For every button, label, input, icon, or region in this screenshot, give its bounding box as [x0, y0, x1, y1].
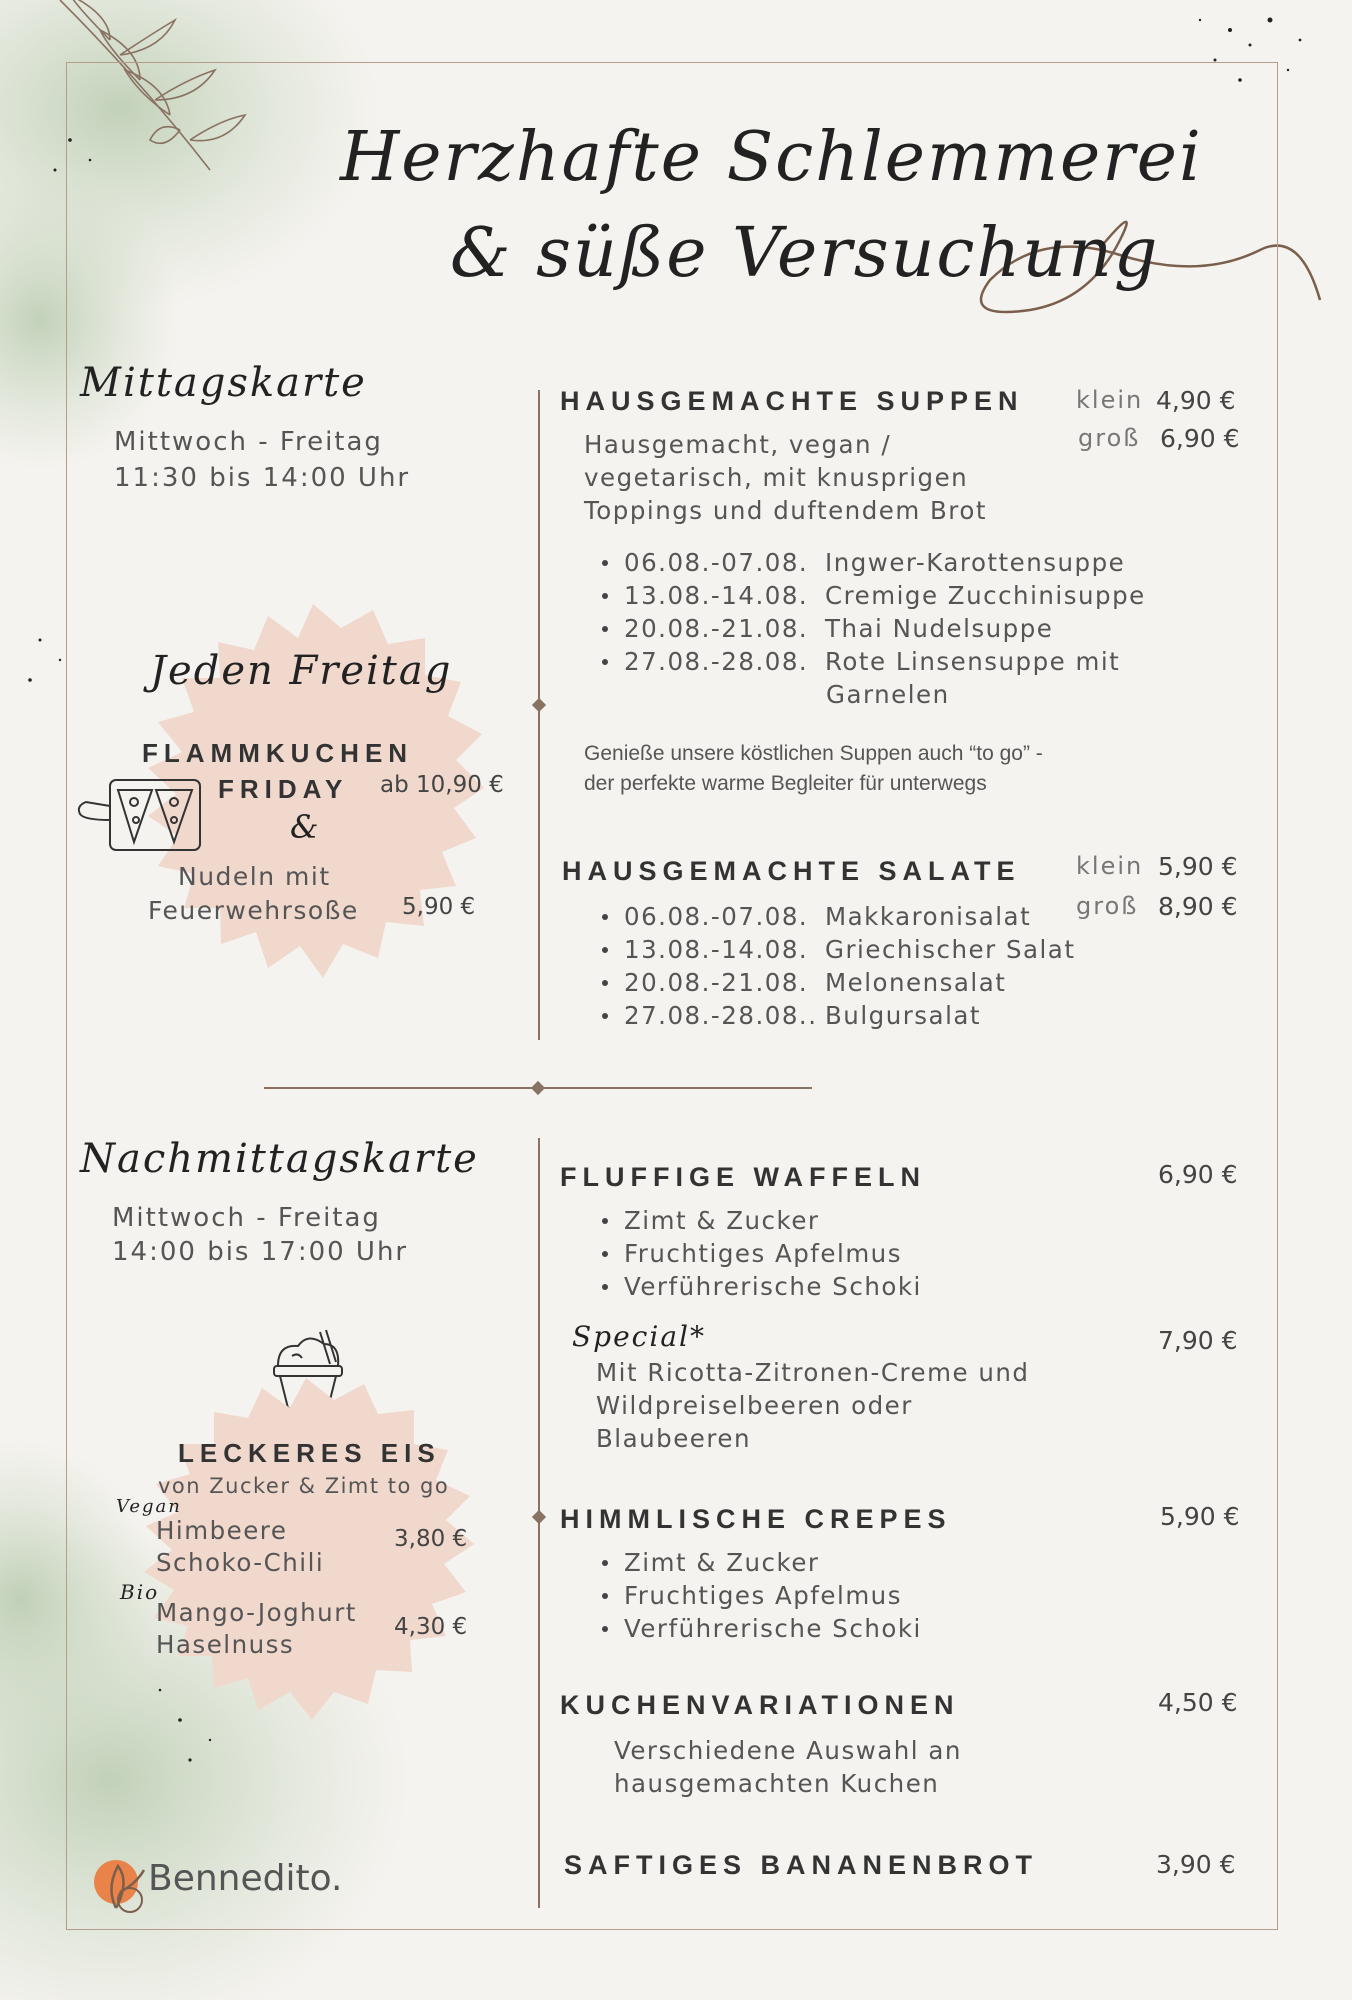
- salads-small-price: 5,90 €: [1158, 852, 1238, 881]
- waffles-list: [624, 1204, 922, 1303]
- friday-script: Jeden Freitag: [150, 648, 453, 694]
- nudeln-price: 5,90 €: [402, 894, 476, 920]
- list-item: 27.08.-28.08. Rote Linsensuppe mit: [624, 645, 1146, 678]
- lunch-hours: 11:30 bis 14:00 Uhr: [114, 463, 411, 493]
- list-item: 13.08.-14.08. Griechischer Salat: [624, 935, 1076, 964]
- salads-list: [624, 900, 1075, 1032]
- pizza-board-icon: [74, 776, 204, 856]
- vegan-tag: Vegan: [116, 1496, 182, 1517]
- soups-small-label: klein: [1076, 386, 1144, 414]
- vegan-price: 3,80 €: [394, 1526, 468, 1552]
- list-item: Fruchtiges Apfelmus: [624, 1237, 922, 1270]
- title-line2: & süße Versuchung: [450, 214, 1160, 293]
- bio-line1: Mango-Joghurt: [156, 1598, 357, 1627]
- list-item: Zimt & Zucker: [624, 1204, 922, 1237]
- soups-note-line2: der perfekte warme Begleiter für unterwegs: [584, 772, 987, 795]
- banana-price: 3,90 €: [1156, 1850, 1236, 1879]
- waffles-heading: FLUFFIGE WAFFELN: [560, 1162, 926, 1192]
- list-item: Zimt & Zucker: [624, 1546, 922, 1579]
- salads-large-label: groß: [1076, 892, 1139, 920]
- salads-large-price: 8,90 €: [1158, 892, 1238, 921]
- icecream-heading: LECKERES EIS: [178, 1438, 441, 1468]
- vegan-line1: Himbeere: [156, 1516, 288, 1545]
- list-item: Fruchtiges Apfelmus: [624, 1579, 922, 1612]
- logo-text: Bennedito.: [148, 1858, 343, 1899]
- salads-small-label: klein: [1076, 852, 1144, 880]
- list-item: Verführerische Schoki: [624, 1614, 922, 1643]
- crepes-heading: HIMMLISCHE CREPES: [560, 1504, 952, 1534]
- crepes-price: 5,90 €: [1160, 1502, 1240, 1531]
- salads-heading: HAUSGEMACHTE SALATE: [562, 856, 1021, 886]
- list-item: 06.08.-07.08. Ingwer-Karottensuppe: [624, 546, 1146, 579]
- list-item: 20.08.-21.08. Thai Nudelsuppe: [624, 612, 1146, 645]
- list-item: 13.08.-14.08. Cremige Zucchinisuppe: [624, 581, 1146, 610]
- waffles-price: 6,90 €: [1158, 1160, 1238, 1189]
- nudeln-line1: Nudeln mit: [178, 862, 331, 891]
- list-item: 06.08.-07.08. Makkaronisalat: [624, 900, 1075, 933]
- vegan-line2: Schoko-Chili: [156, 1548, 325, 1577]
- bio-tag: Bio: [120, 1580, 160, 1604]
- cakes-description: Verschiedene Auswahl an hausgemachten Kuchen: [614, 1736, 962, 1798]
- friday-amp: &: [290, 808, 321, 846]
- soups-item-continuation: Garnelen: [826, 680, 950, 709]
- bio-price: 4,30 €: [394, 1614, 468, 1640]
- flammkuchen-line1: FLAMMKUCHEN: [142, 738, 414, 768]
- afternoon-hours: 14:00 bis 17:00 Uhr: [112, 1237, 409, 1267]
- soups-list: [624, 546, 1146, 678]
- crepes-list: [624, 1546, 922, 1645]
- cakes-heading: KUCHENVARIATIONEN: [560, 1690, 960, 1720]
- icecream-sub: von Zucker & Zimt to go: [158, 1474, 450, 1498]
- afternoon-label: Nachmittagskarte: [80, 1136, 479, 1182]
- cakes-price: 4,50 €: [1158, 1688, 1238, 1717]
- soups-description: Hausgemacht, vegan / vegetarisch, mit knusprigen Toppings und duftendem Brot: [584, 430, 987, 525]
- flammkuchen-line2: FRIDAY: [218, 774, 349, 804]
- special-price: 7,90 €: [1158, 1326, 1238, 1355]
- list-item: 20.08.-21.08. Melonensalat: [624, 966, 1075, 999]
- flammkuchen-price: ab 10,90 €: [380, 772, 504, 798]
- bennedito-logo-icon: [86, 1852, 156, 1916]
- soups-small-price: 4,90 €: [1156, 386, 1236, 415]
- list-item: Verführerische Schoki: [624, 1272, 922, 1301]
- title-line1: Herzhafte Schlemmerei: [340, 118, 1203, 197]
- lunch-days: Mittwoch - Freitag: [114, 427, 383, 457]
- list-item: 27.08.-28.08.. Bulgursalat: [624, 999, 1075, 1032]
- soups-large-label: groß: [1078, 424, 1141, 452]
- nudeln-line2: Feuerwehrsoße: [148, 896, 359, 925]
- bio-line2: Haselnuss: [156, 1630, 295, 1659]
- banana-heading: SAFTIGES BANANENBROT: [564, 1850, 1039, 1880]
- divider-top: [538, 390, 540, 1040]
- afternoon-days: Mittwoch - Freitag: [112, 1203, 381, 1233]
- soups-large-price: 6,90 €: [1160, 424, 1240, 453]
- lunch-label: Mittagskarte: [80, 360, 367, 406]
- special-tag: Special*: [572, 1320, 706, 1353]
- soups-note-line1: Genieße unsere köstlichen Suppen auch “to go” -: [584, 742, 1043, 765]
- special-description: Mit Ricotta-Zitronen-Creme und Wildpreiselbeeren oder Blaubeeren: [596, 1358, 1030, 1453]
- soups-heading: HAUSGEMACHTE SUPPEN: [560, 386, 1024, 416]
